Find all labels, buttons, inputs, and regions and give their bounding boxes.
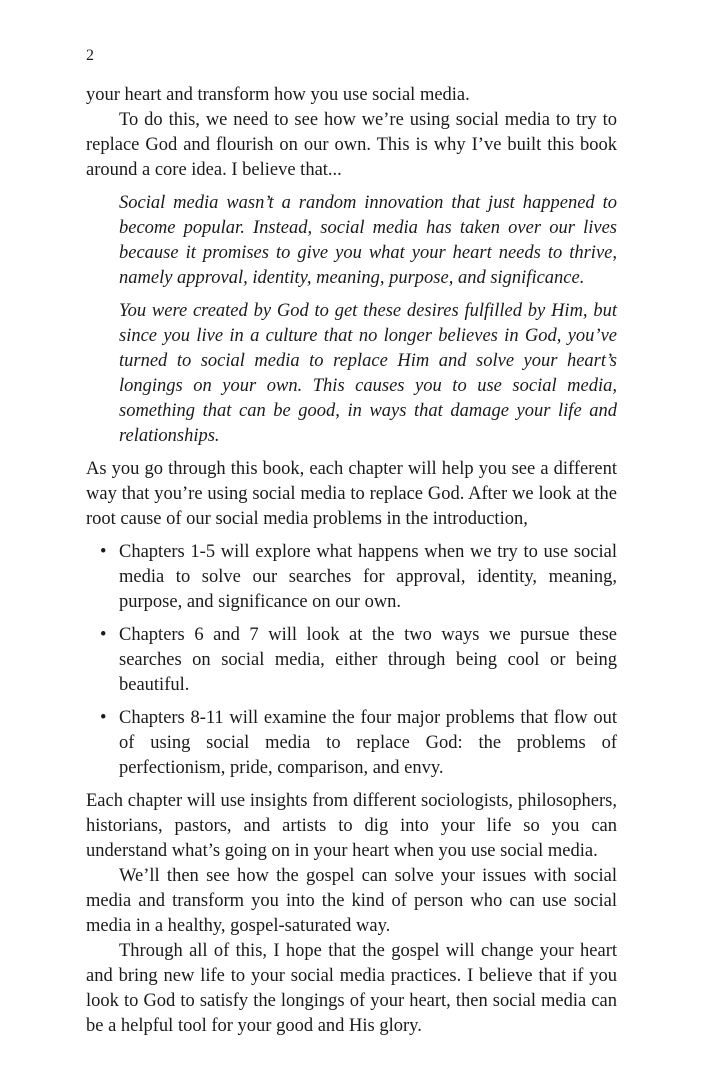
block-quote-2: You were created by God to get these desires fulfilled by Him, but since you live in a culture that no longer believes in God, you’ve turned to social media to replace Him and solve your heart’s longings on your own. This causes you to use social media, something that can be good, in ways that damage your life and relationships. xyxy=(119,301,617,446)
block-quote-1: Social media wasn’t a random innovation that just happened to become popular. Instead, social media has taken over our lives because it promises to give you what your heart needs to thrive, namely approval, identity, meaning, purpose, and significance. xyxy=(119,193,617,288)
page-number: 2 xyxy=(86,47,94,64)
paragraph-chapter-overview: As you go through this book, each chapter will help you see a different way that you’re using social media to replace God. After we look at the root cause of our social media problems in the introduction, xyxy=(86,459,617,529)
chapter-list xyxy=(86,540,617,781)
list-item xyxy=(86,540,617,615)
paragraph-gospel: We’ll then see how the gospel can solve your issues with social media and transform you into the kind of person who can use social media in a healthy, gospel-saturated way. xyxy=(86,866,617,936)
paragraph-core-idea: To do this, we need to see how we’re using social media to try to replace God and flourish on our own. This is why I’ve built this book around a core idea. I believe that... xyxy=(86,110,617,180)
list-item-text: Chapters 6 and 7 will look at the two ways we pursue these searches on social media, either through being cool or being beautiful. xyxy=(119,625,617,695)
bullet-icon: • xyxy=(100,542,107,562)
bullet-icon: • xyxy=(100,625,107,645)
paragraph-conclusion: Through all of this, I hope that the gospel will change your heart and bring new life to your social media practices. I believe that if you look to God to satisfy the longings of your heart, then social media can be a helpful tool for your good and His glory. xyxy=(86,941,617,1036)
list-item xyxy=(86,623,617,698)
paragraph-continuation: your heart and transform how you use social media. xyxy=(86,85,470,105)
list-item-text: Chapters 1-5 will explore what happens when we try to use social media to solve our searches for approval, identity, meaning, purpose, and significance on our own. xyxy=(119,542,617,612)
paragraph-insights: Each chapter will use insights from different sociologists, philosophers, historians, pastors, and artists to dig into your life so you can understand what’s going on in your heart when you use social media. xyxy=(86,791,617,861)
list-item-text: Chapters 8-11 will examine the four major problems that flow out of using social media to replace God: the problems of perfectionism, pride, comparison, and envy. xyxy=(119,708,617,778)
body-text xyxy=(86,83,617,1039)
list-item xyxy=(86,706,617,781)
bullet-icon: • xyxy=(100,708,107,728)
